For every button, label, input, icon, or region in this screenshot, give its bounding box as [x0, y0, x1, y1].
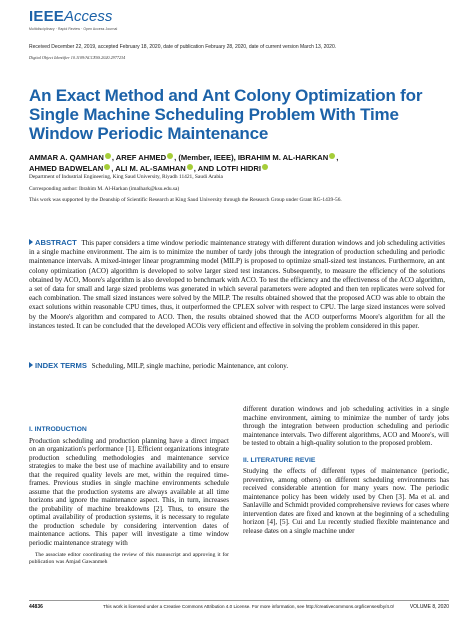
- index-terms: [29, 361, 445, 370]
- intro-heading: I. INTRODUCTION: [29, 426, 87, 433]
- author-list: [29, 152, 459, 174]
- footer-divider: [29, 600, 449, 601]
- orcid-icon[interactable]: [104, 164, 110, 170]
- left-column: [29, 426, 229, 566]
- orcid-icon[interactable]: [105, 153, 111, 159]
- page-number: 44836: [29, 604, 43, 610]
- author-name: AHMED BADWELAN: [29, 164, 104, 173]
- paper-title: An Exact Method and Ant Colony Optimization for Single Machine Scheduling Problem With Time Window Periodic Maintenance: [29, 86, 423, 143]
- affiliation: Department of Industrial Engineering, King Saud University, Riyadh 11421, Saudi Arabia: [29, 174, 223, 180]
- orcid-icon[interactable]: [167, 153, 173, 159]
- doi: Digital Object Identifier 10.1109/ACCESS.2020.2977234: [29, 55, 126, 60]
- author-name: , AREF AHMED: [111, 153, 167, 162]
- abstract-heading: ABSTRACT: [35, 238, 77, 247]
- abstract-text: This paper considers a time window periodic maintenance strategy with different duration windows and job scheduling activities in a single machine environment. The aim is to minimize the number of tardy jobs through the integration of production scheduling and periodic maintenance intervals. A mixed-integer linear programming model (MILP) is proposed to optimize small-sized test instances. Furthermore, an ant colony optimization (ACO) algorithm is developed to solve larger sized test instances. Subsequently, to measure the efficiency of the solutions obtained by ACO, Moore's algorithm is also developed to benchmark with ACO. To test the efficiency and the effectiveness of the ACO algorithm, a set of data for small and large sized problems was generated in which several parameters were adopted and then ten replicates were solved for each combination. The small sized instances were solved by the MILP. The results obtained showed that the proposed ACO was able to obtain the exact solutions within reasonable CPU times, thus, it outperformed the CPLEX solver with respect to CPU. The large sized instances were solved by the Moore's algorithm and compared to ACO. Then, the results obtained showed that the ACO outperforms Moore's algorithm for all the instances tested. It can be concluded that the developed ACOis very efficient and effective in solving the problem considered in this paper.: [29, 239, 445, 330]
- author-name: AMMAR A. QAMHAN: [29, 153, 104, 162]
- section-marker-icon: [29, 362, 33, 368]
- author-name: , AND LOTFI HIDRI: [193, 164, 261, 173]
- literature-heading: II. LITERATURE REVIE: [243, 456, 316, 464]
- abstract: [29, 238, 445, 331]
- license-note[interactable]: This work is licensed under a Creative Commons Attribution 4.0 License. For more information, see http://creativecommons.org/licenses/by/4.0/: [103, 604, 395, 609]
- right-column: [243, 405, 449, 535]
- page-footer: [29, 604, 449, 612]
- funding-note: This work was supported by the Deanship of Scientific Research at King Saud University through the Research Group under Grant RG-1439-56.: [29, 197, 342, 203]
- index-terms-heading: INDEX TERMS: [35, 361, 87, 370]
- author-name: , (Member, IEEE), IBRAHIM M. AL-HARKAN: [174, 153, 329, 162]
- received-dates: Received December 22, 2019, accepted February 18, 2020, date of publication February 28, 2020, date of current version March 13, 2020.: [29, 44, 337, 50]
- logo-ieee: IEEE: [29, 8, 64, 25]
- volume-label: VOLUME 8, 2020: [409, 604, 449, 610]
- ieee-access-logo: [29, 8, 129, 40]
- logo-tagline: Multidisciplinary · Rapid Review · Open Access Journal: [29, 27, 118, 31]
- orcid-icon[interactable]: [262, 164, 268, 170]
- orcid-icon[interactable]: [187, 164, 193, 170]
- author-name: , ALI M. AL-SAMHAN: [111, 164, 186, 173]
- section-marker-icon: [29, 239, 33, 245]
- index-terms-text: Scheduling, MILP, single machine, periodic Maintenance, ant colony.: [91, 362, 289, 370]
- logo-access: Access: [63, 8, 113, 25]
- intro-paragraph: Production scheduling and production planning have a direct impact on an organization's performance [1]. Efficient organizations integrate production scheduling methodologies and maintenance service strategies to make the best use of machine availability and to ensure that the required quality levels are met, within the required time-frames. Previous studies in single machine environments schedule assume that the production systems are always available at all time horizons and ignore the maintenance aspect. This, in turn, increases the probability of machine breakdowns [2]. Thus, to ensure the optimal availability of production systems, it is necessary to regulate the production schedule by considering intervention dates of maintenance actions. This paper will investigate a time window periodic maintenance strategy with: [29, 436, 229, 547]
- editor-footnote: The associate editor coordinating the review of this manuscript and approving it for publication was Amjad Gawanmeh: [29, 552, 229, 565]
- corresponding-author: Corresponding author: Ibrahim M. Al-Harkan (imalhark@ksu.edu.sa): [29, 186, 180, 192]
- intro-paragraph-continued: different duration windows and job scheduling activities in a single machine environment, aiming to minimize the number of tardy jobs through the integration between production scheduling and periodic maintenance intervals. Two different algorithms, ACO and Moore's, will be tested to obtain a high-quality solution to the proposed problem.: [243, 405, 449, 447]
- author-separator: ,: [336, 153, 339, 162]
- literature-paragraph: Studying the effects of different types of maintenance (periodic, preventive, among others) on different scheduling environments has received considerable attention for many years now. The periodic maintenance policy has been widely used by Chen [3]. Ma et al. and Sanlaville and Schmidt provided comprehensive reviews for cases where intervention dates are fixed and known at the beginning of a scheduling horizon [4], [5]. Cui and Lu recently studied flexible maintenance and release dates on a single machine under: [243, 467, 449, 535]
- logo-wordmark: [29, 8, 112, 26]
- orcid-icon[interactable]: [329, 153, 335, 159]
